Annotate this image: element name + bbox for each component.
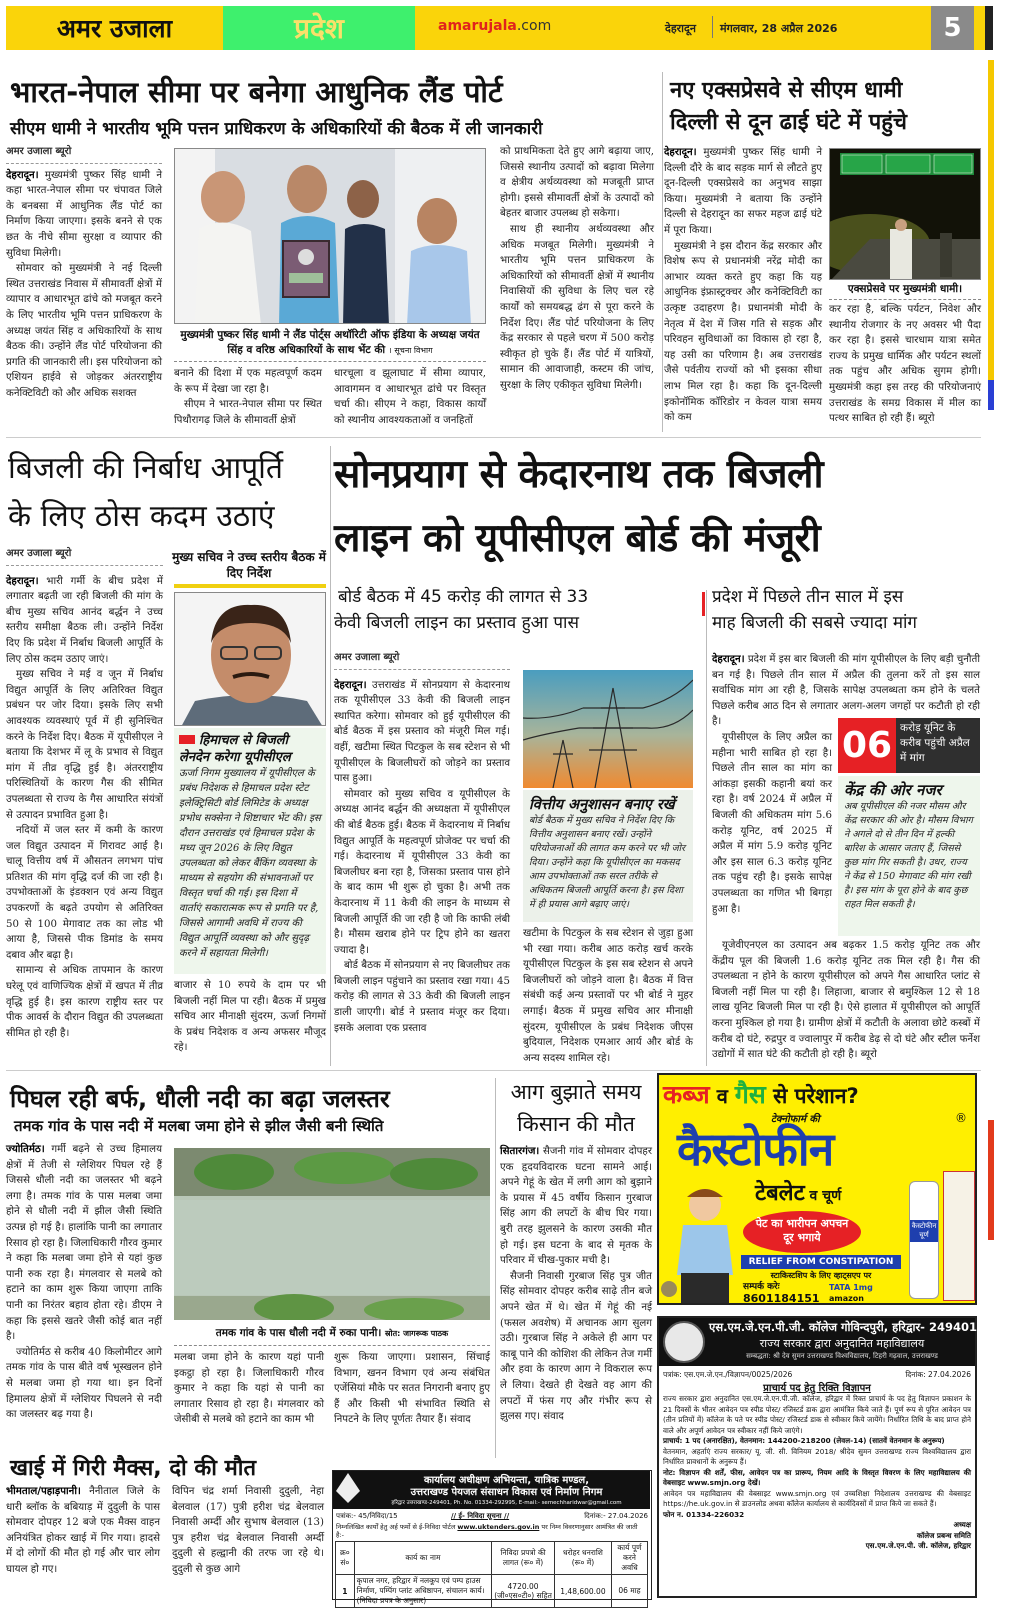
ad-registered: ®	[955, 1111, 967, 1125]
tender-intro	[336, 1523, 647, 1539]
intro-text: निम्नलिखित कार्यों हेतु अर्ह फर्मो से ई-निविदा पोर्टल	[336, 1523, 458, 1531]
ad-body	[663, 1394, 971, 1552]
paragraph: विपिन चंद्र शर्मा निवासी दुदुली, नेहा बेलवाल (17) पुत्री हरीश चंद्र बेलवाल निवासी अर्म्दी और सुभाष बेलवाल (13) पुत्र हरीश चंद्र बेलवाल निवासी अर्म्दी दुदुली से हल्द्वानी की तरफ जा रहे थे। दुदुली से कुछ आगे	[172, 1486, 324, 1575]
kicker-underline	[174, 584, 326, 588]
photo-chief-secretary	[175, 593, 326, 726]
ad-heading: प्राचार्य पद हेतु रिक्ति विज्ञापन	[763, 1383, 871, 1394]
ad-contact-label: सम्पर्क करेः	[743, 1282, 780, 1292]
story6-photo-caption	[174, 1326, 490, 1346]
byline: अमर उजाला ब्यूरो	[6, 546, 163, 566]
story4-col1	[334, 650, 510, 1036]
story1-subhead: सीएम धामी ने भारतीय भूमि पत्तन प्राधिकरण के अधिकारियों की बैठक में ली जानकारी	[10, 119, 543, 139]
ad-word-red: कब्ज	[663, 1080, 710, 1109]
ad-word: व	[709, 1084, 735, 1108]
college-seal-icon	[663, 1321, 705, 1363]
story7-headline-2[interactable]: किसान की मौत	[517, 1112, 635, 1136]
story6-col2	[174, 1350, 324, 1428]
edition-place: देहरादून	[665, 22, 696, 35]
story5-headline-2[interactable]: माह बिजली की सबसे ज्यादा मांग	[712, 613, 917, 633]
kastofin-advertisement[interactable]	[657, 1073, 977, 1305]
page-number: 5	[931, 6, 974, 50]
ad-brand: कैस्टोफीन	[677, 1122, 834, 1176]
edge-strip	[988, 60, 994, 410]
college-title: एस.एम.जे.एन.पी.जी. कॉलेज गोविन्दपुरी, हरिद्वार- 249401	[709, 1320, 977, 1334]
paragraph: गर्मी बढ़ने से उच्च हिमालय क्षेत्रों में तेजी से ग्लेशियर पिघल रहे हैं जिससे धौली नदी का जलस्तर भी बढ़ने लगा है। तमक गांव के पास मलबा जमा होने से धौली नदी में झील जैसी स्थिति उत्पन्न हो गई है। हालांकि पानी का लगातार रिसाव हो रहा है। जिलाधिकारी गौरव कुमार ने कहा कि मलबा जमा होने से यहां कुछ पानी रुक रहा है। मंगलवार से मलबे को हटाने का काम शुरू किया जाएगा ताकि पानी का निरंतर बहाव होता रहे। डीएम ने कहा कि इससे खतरे जैसी कोई बात नहीं है।	[6, 1144, 162, 1343]
table-header: क्र० सं०	[336, 1542, 355, 1575]
red-accent-bar	[702, 592, 705, 616]
ad-product	[755, 1177, 841, 1207]
story4-sidebar-box	[523, 790, 693, 922]
story8-headline[interactable]: खाई में गिरी मैक्स, दो की मौत	[10, 1456, 256, 1481]
tender-title-1: कार्यालय अधीक्षण अभियन्ता, यात्रिक मण्डल,	[423, 1475, 589, 1486]
dateline: देहरादून।	[664, 146, 697, 158]
ad-package	[943, 1171, 975, 1301]
story2-headline-1[interactable]: नए एक्सप्रेसवे से सीएम धामी	[670, 78, 903, 103]
photo-meeting	[175, 149, 486, 324]
column-rule	[495, 1078, 496, 1458]
paragraph: यूपीसीएल के लिए अप्रैल का महीना भारी साबित हो रहा है। पिछले तीन साल का मांग का आंकड़ा इसकी कहानी बयां कर रहा है। वर्ष 2024 में अप्रैल में बिजली की अधिकतम मांग 5.6 करोड़ यूनिट, वर्ष 2025 में अप्रैल में मांग 5.9 करोड़ यूनिट और इस साल 6.3 करोड़ यूनिट तक पहुंच रही है। इसके सापेक्ष उपलब्धता का गणित भी बिगड़ा हुआ है।	[712, 732, 832, 915]
dateline: देहरादून।	[334, 678, 367, 691]
paragraph: साथ ही स्थानीय अर्थव्यवस्था और अधिक मजबूत मिलेगी। मुख्यमंत्री ने भारतीय भूमि पत्तन प्राधिकरण के अधिकारियों को सीमावर्ती क्षेत्रों में स्थानीय निवासियों की सुविधा के लिए चल रहे कार्यों को समयबद्ध ढंग से पूरा करने के निर्देश दिए। लैंड पोर्ट परियोजना के लिए केंद्र सरकार से पहले चरण में 500 करोड़ स्वीकृत हो चुके हैं। लैंड पोर्ट में यात्रियों, सामान की आवाजाही, कस्टम की जांच, सुरक्षा के लिए एकीकृत सुविधा मिलेगी।	[500, 223, 654, 391]
table-row	[336, 1575, 648, 1608]
photo-credit: । सूचना विभाग	[388, 346, 433, 355]
tender-portal-link[interactable]: www.uktenders.gov.in	[457, 1523, 540, 1531]
story2-headline-2[interactable]: दिल्ली से दून ढाई घंटे में पहुंचे	[670, 110, 907, 135]
paragraph: सैजनी गांव में सोमवार दोपहर एक हृदयविदारक घटना सामने आई। अपने गेहूं के खेत में लगी आग को बुझाने के प्रयास में 45 वर्षीय किसान गुरबाज सिंह आग की लपटों के बीच घिर गया। बुरी तरह झुलसने के कारण उसकी मौत हो गई। इस घटना के बाद से मृतक के परिवार में चीख-पुकार मची है।	[500, 1146, 652, 1267]
box-title	[179, 732, 321, 766]
ad-signatory: एस.एम.जे.एन.पी. जी. कॉलेज, हरिद्वार	[865, 1541, 971, 1550]
story5-tail	[712, 938, 980, 1063]
tender-address: हरिद्वार उत्तराखण्ड-249401, Ph. No. 01334-292995, E-mail:- semechharidwar@gmail.com	[391, 1500, 622, 1506]
story2-col2	[829, 302, 981, 427]
paragraph: बाजार से 10 रुपये के दाम पर भी बिजली नहीं मिल पा रही। बैठक में प्रमुख सचिव आर मीनाक्षी सुंदरम, ऊर्जा निगमों के प्रबंध निदेशक व अन्य अफसर मौजूद रहे।	[174, 980, 326, 1054]
paragraph: बनाने की दिशा में एक महत्वपूर्ण कदम के रूप में देखा जा रहा है।	[174, 368, 322, 395]
site-tld: .com	[516, 18, 552, 34]
ad-product-name: टेबलेट	[755, 1181, 805, 1206]
photo-power-towers	[523, 670, 693, 788]
paragraph: मुख्यमंत्री ने इस दौरान केंद्र सरकार और विशेष रूप से प्रधानमंत्री नरेंद्र मोदी का आभार व्यक्त करते हुए कहा कि यह आधुनिक इंफ्रास्ट्रक्चर और कनेक्टिविटी का उत्कृष्ट उदाहरण है। प्रधानमंत्री मोदी के नेतृत्व में देश में जिस गति से सड़क और परिवहन सुविधाओं का विकास हो रहा है, यह उसी का परिणाम है। अब उत्तराखंड जैसे पर्वतीय राज्यों को भी इसका सीधा लाभ मिल रहा है। कहा कि दून-दिल्ली इकोनॉमिक कॉरिडोर न केवल यात्रा समय को कम	[664, 240, 822, 424]
story3-portrait	[174, 592, 326, 726]
story7-headline-1[interactable]: आग बुझाते समय	[510, 1080, 642, 1104]
story1-col1	[6, 144, 162, 402]
ad-word-green: गैस	[734, 1080, 766, 1109]
story7-text	[500, 1144, 652, 1425]
paragraph: सीएम ने भारत-नेपाल सीमा पर स्थित पिथौरागढ़ जिले के सीमावर्ती क्षेत्रों	[174, 399, 322, 426]
box-title: केंद्र की ओर नजर	[844, 781, 942, 799]
byline: अमर उजाला ब्यूरो	[6, 144, 162, 164]
table-header: निविदा प्रपत्रो की लागत (रू० में)	[492, 1542, 555, 1575]
photo-river-lake	[174, 1148, 490, 1320]
site-name: amarujala	[438, 18, 517, 34]
intro-text: पर निम्न विवरणानुसार आमंत्रित की जाती है:-	[336, 1523, 638, 1539]
paragraph: सोमवार को मुख्यमंत्री ने नई दिल्ली स्थित उत्तराखंड निवास में सीमावर्ती क्षेत्रों में व्यापार व आधारभूत ढांचे को मजबूत करने के लिए भारतीय भूमि पत्तन प्राधिकरण के अध्यक्ष जयंत सिंह व अधिकारियों के साथ बैठक की। उन्होंने लैंड पोर्ट परियोजना की प्रगति की जानकारी ली। इस परियोजना को एशियन हाईवे से जोड़कर अंतरराष्ट्रीय कनेक्टिविटी को और अधिक सशक्त	[6, 263, 162, 399]
story3-headline-2[interactable]: के लिए ठोस कदम उठाएं	[8, 499, 275, 534]
site-link[interactable]	[438, 18, 551, 34]
column-rule	[330, 446, 331, 1066]
ad-retailer: TATA 1mg	[829, 1283, 873, 1292]
story6-photo	[174, 1148, 490, 1320]
tender-notice-title: // ई- निविदा सूचना //	[451, 1512, 510, 1520]
dateline: भीमताल/पहाड़पानी।	[6, 1485, 81, 1497]
story6-headline[interactable]: पिघल रही बर्फ, धौली नदी का बढ़ा जलस्तर	[10, 1085, 390, 1113]
ad-banner: RELIEF FROM CONSTIPATION	[741, 1255, 901, 1269]
table-header: कार्य पूर्ण करने अवधि	[611, 1542, 647, 1575]
story3-col1	[6, 546, 163, 1041]
table-cell: 1,48,600.00	[554, 1575, 611, 1608]
ad-product-suffix: व चूर्ण	[804, 1188, 842, 1204]
paragraph: भारी गर्मी के बीच प्रदेश में लगातार बढ़ती जा रही बिजली की मांग के बीच मुख्य सचिव आनंद बर्द्धन ने उच्च स्तरीय समीक्षा बैठक ली। उन्होंने निर्देश दिए कि प्रदेश में निर्बाध बिजली आपूर्ति के लिए ठोस कदम उठाए जाएं।	[6, 575, 163, 665]
edition-date: मंगलवार, 28 अप्रैल 2026	[720, 22, 838, 35]
box-title-text: हिमाचल से बिजली लेनदेन करेगा यूपीसीएल	[179, 733, 291, 765]
paragraph: सैजनी निवासी गुरबाज सिंह पुत्र जीत सिंह सोमवार दोपहर करीब साढ़े तीन बजे अपने खेत में थे। खेत में गेहूं की नई (फसल अवशेष) में अचानक आग सुलग उठी। गुरबाज सिंह ने अकेले ही आग पर काबू पाने की कोशिश की लेकिन तेज गर्मी और हवा के कारण आग ने विकराल रूप ले लिया। देखते ही देखते वह आग की लपटों में फंस गए और गंभीर रूप से झुलस गए। संवाद	[500, 1270, 652, 1423]
stat-number: 06	[838, 718, 896, 773]
ad-body-para: आवेदन पत्र महाविद्यालय की वेबसाइट www.smjn.org एवं उच्चशिक्षा निदेशालय उत्तराखण्ड की वेबसाइट https://he.uk.gov.in से डाउनलोड अथवा कॉलेज कार्यालय से कार्यदिवसों में प्राप्त किये जा सकते हैं।	[663, 1488, 971, 1508]
paragraph: सामान्य से अधिक तापमान के कारण घरेलू एवं वाणिज्यिक क्षेत्रों में खपत में तीव्र वृद्धि हुई है। इस कारण राष्ट्रीय स्तर पर पीक आवर्स के दौरान विद्युत की उपलब्धता सीमित हो रही है।	[6, 965, 163, 1039]
ad-bottle	[909, 1181, 939, 1299]
section-divider	[6, 1070, 981, 1071]
story4-headline-1[interactable]: सोनप्रयाग से केदारनाथ तक बिजली	[334, 452, 824, 497]
byline: अमर उजाला ब्यूरो	[334, 650, 510, 670]
story6-col1	[6, 1142, 162, 1423]
ad-phone: फोन न. 01334-226032	[663, 1509, 745, 1519]
table-cell: 4720.00 (जी०एस०टी०) सहित	[492, 1575, 555, 1608]
ad-body-para: नोट: विज्ञापन की शर्तें, फीस, आवेदन पत्र का प्रारूप, नियम आदि के विस्तृत विवरण के लिए महाविद्यालय की वेबसाइट www.smjn.org देखें।	[663, 1467, 971, 1487]
paragraph: कर रहा है, बल्कि पर्यटन, निवेश और स्थानीय रोजगार के नए अवसर भी पैदा कर रहा है। इससे चारधाम यात्रा समेत राज्य के प्रमुख धार्मिक और पर्यटन स्थलों तक पहुंच और अधिक सुगम होगी। मुख्यमंत्री कहा इस तरह की परियोजनाएं उत्तराखंड के समग्र विकास में मील का पत्थर साबित हो रही हैं। ब्यूरो	[829, 304, 981, 425]
dateline: देहरादून।	[6, 168, 39, 181]
table-cell: 1	[336, 1575, 355, 1608]
column-rule	[662, 72, 663, 432]
story1-col2	[174, 366, 322, 428]
paragraph: धारचूला व झूलाघाट में सीमा व्यापार, आवागमन व आधारभूत ढांचे पर विस्तृत चर्चा की। सीएम ने कहा, विकास कार्यों को स्थानीय आवश्यकताओं व जनहितों	[334, 368, 486, 426]
box-text: बोर्ड बैठक में मुख्य सचिव ने निर्देश दिए कि वित्तीय अनुशासन बनाए रखें। उन्होंने परियोजनाओं की लागत कम करने पर भी जोर दिया। उन्होंने कहा कि यूपीसीएल का मकसद आम उपभोक्ताओं तक सरल तरीके से अधिकतम बिजली आपूर्ति करना है। इस दिशा में ही प्रयास आगे बढ़ाए जाएं।	[529, 815, 686, 910]
story8-col2	[172, 1484, 324, 1578]
section-name[interactable]: प्रदेश	[223, 6, 415, 50]
ad-cartoon-man	[661, 1185, 741, 1303]
story4-subhead-2: केवी बिजली लाइन का प्रस्ताव हुआ पास	[334, 613, 579, 633]
photo-expressway-night	[830, 149, 981, 280]
ad-body-para: राज्य सरकार द्वारा अनुदानित एस.एम.जे.एन.पी.जी. कॉलेज, हरिद्वार में रिक्त प्राचार्य के पद हेतु विज्ञापन प्रकाशन के 21 दिवसों के भीतर आवेदन पत्र स्पीड पोस्ट/ रजिस्टर्ड डाक द्वारा आमंत्रित किये जाते हैं। पूर्ण रूप से पूरित आवेदन पत्र (तीन प्रतियों में) कॉलेज के पते पर स्पीड पोस्ट/ रजिस्टर्ड डाक से स्वीकार किये जायेंगे। निर्धारित तिथि के बाद प्राप्त होने वाले और अपूर्ण आवेदन पत्र स्वीकार नहीं किये जाएंगे।	[663, 1394, 971, 1435]
story6-col3	[334, 1350, 490, 1428]
paragraph: मुख्य सचिव ने मई व जून में निर्बाध विद्युत आपूर्ति के लिए अतिरिक्त विद्युत प्रबंधन पर जोर दिया। इसके लिए सभी आवश्यक व्यवस्थाएं पूर्व में ही सुनिश्चित करने के निर्देश दिए। बैठक में यूपीसीएल ने बताया कि देशभर में लू के प्रभाव से विद्युत मांग में तीव्र वृद्धि हुई है। अंतरराष्ट्रीय परिस्थितियों के कारण गैस की सीमित उपलब्धता से राज्य के गैस आधारित संयंत्रों से उत्पादन प्रभावित हुआ है।	[6, 669, 163, 821]
photo-credit: स्रोत: जागरूक पाठक	[385, 1329, 449, 1338]
box-text: ऊर्जा निगम मुख्यालय में यूपीसीएल के प्रबंध निदेशक से हिमाचल प्रदेश स्टेट इलेक्ट्रिसिटी बोर्ड लिमिटेड के अध्यक्ष प्रभोध सक्सेना ने शिष्टाचार भेंट की। इस दौरान उत्तराखंड एवं हिमाचल प्रदेश के मध्य जून 2026 के लिए विद्युत उपलब्धता को लेकर बैंकिंग व्यवस्था के माध्यम से सहयोग की संभावनाओं पर विस्तृत चर्चा की गई। इस दिशा में वार्ताएं सकारात्मक रूप से प्रगति पर है, जिससे आगामी अवधि में राज्य की विद्युत आपूर्ति व्यवस्था को और सुदृढ़ करने में सहायता मिलेगी।	[179, 768, 321, 959]
ad-body-para: वेतनमान, अहर्ताएं राज्य सरकार/ यू. जी. सी. विनियम 2018/ श्रीदेव सुमन उत्तराखण्ड राज्य विश्वविद्यालय द्वारा निर्धारित प्रावधानों के अनुरूप हैं।	[663, 1446, 971, 1466]
section-divider	[6, 437, 981, 438]
paragraph: यूजेवीएनएल का उत्पादन अब बढ़कर 1.5 करोड़ यूनिट तक और केंद्रीय पूल की बिजली 1.6 करोड़ यूनिट तक मिल रही है। गैस की उपलब्धता न होने के कारण यूपीसीएल को अपने गैस आधारित प्लांट से बिजली नहीं मिल पा रही है। लिहाजा, बाजार से बमुश्किल 12 से 18 लाख यूनिट बिजली मिल पा रही है। ऐसे हालात में यूपीसीएल को आपूर्ति करना मुश्किल हो गया है। ग्रामीण क्षेत्रों में कटौती के अलावा छोटे कस्बों में करीब दो घंटे, रुद्रपुर व ज्वालापुर में करीब डेढ़ से दो घंटे और स्टील फर्नेश उद्योगों में सात घंटे की कटौती हो रही है। ब्यूरो	[712, 940, 980, 1061]
college-subtitle: राज्य सरकार द्वारा अनुदानित महाविद्यालय	[759, 1337, 925, 1350]
tender-ref: पत्रांक:- 45/निविदा/15	[336, 1512, 398, 1520]
table-cell: 06 माह	[611, 1575, 647, 1608]
caption-text: तमक गांव के पास धौली नदी में रुका पानी।	[215, 1327, 382, 1339]
story3-sidebar-box	[174, 728, 326, 974]
paragraph: ज्योतिर्मठ से करीब 40 किलोमीटर आगे तमक गांव के पास बीते वर्ष भूस्खलन होने से मलबा जमा हो गया था। इन दिनों हिमालय क्षेत्रों में ग्लेशियर पिघलने से नदी का जलस्तर बढ़ गया है।	[6, 1346, 162, 1421]
box-text: अब यूपीसीएल की नजर मौसम और केंद्र सरकार की ओर है। मौसम विभाग ने अगले दो से तीन दिन में हल्की बारिश के आसार जताए हैं, जिससे कुछ मांग गिर सकती है। उधर, राज्य ने केंद्र से 150 मेगावाट की मांग रखी है। इस मांग के पूरा होने के बाद कुछ राहत मिल सकती है।	[844, 801, 973, 910]
story1-photo	[174, 148, 486, 324]
tender-date: दिनांक:- 27.04.2026	[584, 1512, 648, 1520]
story5-sidebar-box	[838, 776, 980, 936]
story8-col1	[6, 1484, 160, 1578]
caption-text: मुख्यमंत्री पुष्कर सिंह धामी ने लैंड पोर्ट्स अथॉरिटी ऑफ इंडिया के अध्यक्ष जयंत सिंह व वरिष्ठ अधिकारियों के साथ भेंट की	[180, 329, 480, 356]
box-title: वित्तीय अनुशासन बनाए रखें	[529, 796, 675, 813]
edge-strip	[988, 380, 994, 410]
story4-subhead-1: बोर्ड बैठक में 45 करोड़ की लागत से 33	[338, 587, 589, 607]
story5-col1	[712, 730, 832, 917]
story2-photo-caption: एक्सप्रेसवे पर मुख्यमंत्री धामी।	[829, 282, 981, 300]
paragraph: मुख्यमंत्री पुष्कर सिंह धामी ने दिल्ली दौरे के बाद सड़क मार्ग से लौटते हुए दून-दिल्ली एक्सप्रेसवे का अनुभव साझा किया। मुख्यमंत्री ने बताया कि उन्होंने दिल्ली से देहरादून का सफर महज ढाई घंटे में पूरा किया।	[664, 147, 822, 236]
college-affiliation: सम्बद्धता: श्री देव सुमन उत्तराखण्ड विश्वविद्यालय, टिहरी गढ़वाल, उत्तराखण्ड	[746, 1352, 938, 1360]
paragraph: सोमवार को मुख्य सचिव व यूपीसीएल के अध्यक्ष आनंद बर्द्धन की अध्यक्षता में यूपीसीएल की बोर्ड बैठक हुई। बैठक में केदारनाथ में निर्बाध विद्युत आपूर्ति के महत्वपूर्ण प्रोजेक्ट पर चर्चा की गई। केदारनाथ में यूपीसीएल 33 केवी का बिजलीघर बना रहा है, जिसका प्रस्ताव पास होने के बाद काम भी शुरू हो चुका है। अभी तक केदारनाथ में 11 केवी की लाइन के माध्यम से बिजली आपूर्ति की जा रही है जो कि काफी लंबी है। मौसम खराब होने पर ट्रिप होने का खतरा ज्यादा है।	[334, 788, 510, 956]
paragraph: को प्राथमिकता देते हुए आगे बढ़ाया जाए, जिससे स्थानीय उत्पादों को बढ़ावा मिलेगा व क्षेत्रीय अर्थव्यवस्था को मजबूती प्राप्त होगी। इससे सीमावर्ती क्षेत्रों के उत्पादों को बेहतर बाजार उपलब्ध हो सकेगा।	[500, 146, 654, 220]
stat-text: करोड़ यूनिट के करीब पहुंची अप्रैल में मांग	[900, 722, 970, 764]
ad-burst: पेट का भारीपन अपचन दूर भगाये	[743, 1211, 861, 1253]
dateline: सितारगंज।	[500, 1145, 540, 1157]
newspaper-logo[interactable]: अमर उजाला	[56, 14, 173, 43]
ad-pack-label: कैस्टोफीन चूर्ण	[910, 1220, 938, 1242]
story1-col3	[334, 366, 486, 428]
paragraph: नदियों में जल स्तर में कमी के कारण जल विद्युत उत्पादन में गिरावट आई है। चालू वित्तीय वर्ष में औसतन लगभग पांच प्रतिशत की मांग वृद्धि दर्ज की जा रही है। उपभोक्ताओं के इंडक्शन एवं अन्य विद्युत उपकरणों के बढ़ते उपयोग से अतिरिक्त 50 से 100 मेगावाट तक का लोड भी आया है, जिससे पीक डिमांड के समय दबाव और बढ़ा है।	[6, 825, 163, 961]
dateline: देहरादून।	[6, 574, 39, 587]
ad-retailer: amazon	[829, 1294, 864, 1303]
story3-col2	[174, 978, 326, 1056]
ad-signatory: कॉलेज प्रबन्ध समिति	[916, 1530, 971, 1540]
ad-body-para: प्राचार्य: 1 पद (अनारक्षित), वेतनमान: 144200-218200 (लेवल-14) (सातवें वेतनमान के अनुरूप)	[663, 1436, 945, 1445]
ad-signatory: अध्यक्ष	[953, 1520, 971, 1529]
paragraph: खटीमा के पिटकुल के सब स्टेशन से जुड़ा हुआ भी रखा गया। करीब आठ करोड़ खर्च करके यूपीसीएल पिटकुल के इस सब स्टेशन से अपने बिजलीघरों को जोड़ने वाला है। बैठक में वित्त संबंधी कई अन्य प्रस्तावों पर भी बोर्ड ने मुहर लगाई। बैठक में प्रमुख सचिव आर मीनाक्षी सुंदरम, यूपीसीएल के प्रबंध निदेशक जीएस बुदियाल, निदेशक एमआर आर्य और बोर्ड के अन्य सदस्य शामिल रहे।	[523, 928, 693, 1064]
story4-headline-2[interactable]: लाइन को यूपीसीएल बोर्ड की मंजूरी	[334, 516, 821, 561]
column-rule	[706, 590, 707, 1066]
paragraph: मलबा जमा होने के कारण यहां पानी इकट्ठा हो रहा है। जिलाधिकारी गौरव कुमार ने कहा कि यहां से पानी का लगातार रिसाव हो रहा है। मंगलवार को जेसीबी से मलबे को हटाने का काम भी	[174, 1352, 324, 1426]
paragraph: मुख्यमंत्री पुष्कर सिंह धामी ने कहा भारत-नेपाल सीमा पर चंपावत जिले के बनबसा में आधुनिक लैंड पोर्ट का निर्माण किया जाएगा। इसके बनने से एक छत के नीचे सीमा सुरक्षा व व्यापार की सुविधा मिलेगी।	[6, 169, 162, 259]
ad-ref: पत्रांक: एस.एम.जे.एन./विज्ञापन/0025/2026	[663, 1370, 793, 1379]
table-cell: कृपाल नगर, हरिद्वार में नलकूप एवं पम्प हाउस निर्माण, पम्पिंग प्लांट अधिष्ठापन, संचालन कार्य। (निविदा प्रपत्र के अनुसार)	[354, 1575, 492, 1608]
college-advertisement[interactable]	[657, 1316, 977, 1598]
dateline: ज्योतिर्मठ।	[6, 1143, 45, 1155]
ad-contact-line: स्टाकिस्टशिप के लिए व्हाट्सएप पर	[770, 1271, 872, 1280]
story6-subhead: तमक गांव के पास नदी में मलबा जमा होने से झील जैसी बनी स्थिति	[14, 1117, 384, 1135]
table-header-row	[336, 1542, 648, 1575]
ad-phone[interactable]: 8601184151	[743, 1292, 820, 1305]
edge-strip	[985, 6, 993, 50]
tender-notice[interactable]	[332, 1470, 652, 1605]
story4-col2	[523, 926, 693, 1066]
divider	[712, 16, 713, 38]
story1-headline[interactable]: भारत-नेपाल सीमा पर बनेगा आधुनिक लैंड पोर्ट	[10, 75, 503, 109]
paragraph: नैनीताल जिले के धारी ब्लॉक के बबियाड़ में दुदुली के पास सोमवार दोपहर 12 बजे एक मैक्स वाहन अनियंत्रित होकर खाई में गिर गया। हादसे में दो लोगों की मौत हो गई और चार लोग घायल हो गए।	[6, 1486, 160, 1575]
red-marker	[179, 735, 195, 744]
tender-title-2: उत्तराखण्ड पेयजल संसाधन विकास एवं निर्माण निगम	[410, 1487, 603, 1498]
paragraph: उत्तराखंड में सोनप्रयाग से केदारनाथ तक यूपीसीएल 33 केवी की बिजली लाइन स्थापित करेगा। सोमवार को हुई यूपीसीएल की बोर्ड बैठक में इस प्रस्ताव को मंजूरी मिल गई। वहीं, खटीमा स्थित पिटकुल के सब स्टेशन से भी यूपीसीएल के बिजलीघरों को जोड़ने का प्रस्ताव पास हुआ।	[334, 679, 510, 785]
story3-headline-1[interactable]: बिजली की निर्बाध आपूर्ति	[8, 451, 284, 486]
table-header: कार्य का नाम	[354, 1542, 492, 1575]
story5-headline-1[interactable]: प्रदेश में पिछले तीन साल में इस	[712, 587, 904, 607]
ad-tagline	[663, 1077, 859, 1111]
ad-word: से परेशान?	[765, 1084, 859, 1108]
ad-maker: टेक्नोफार्म की	[771, 1114, 820, 1125]
story1-col4	[500, 144, 654, 394]
paragraph: बोर्ड बैठक में सोनप्रयाग से नए बिजलीघर तक बिजली लाइन पहुंचाने का प्रस्ताव रखा गया। 45 करोड़ की लागत से 33 केवी की बिजली लाइन डाली जाएगी। बोर्ड ने प्रस्ताव मंजूर कर दिया। इसके अलावा एक प्रस्ताव	[334, 960, 510, 1034]
table-header: धरोहर धनराशि (रू० में)	[554, 1542, 611, 1575]
edge-strip	[988, 1120, 994, 1240]
paragraph: प्रदेश में इस बार बिजली की मांग यूपीसीएल के लिए बड़ी चुनौती बन गई है। पिछले तीन साल में अप्रैल की तुलना करें तो इस साल सर्वाधिक मांग आ रही है, जिसके सापेक्ष उपलब्धता कम होने के चलते पिछले करीब आठ दिन से लगातार अलग-अलग जगहों पर कटौती हो रही है।	[712, 654, 980, 728]
story3-kicker: मुख्य सचिव ने उच्च स्तरीय बैठक में दिए निर्देश	[172, 550, 326, 580]
story4-photo	[523, 670, 693, 788]
story1-photo-caption	[174, 328, 486, 362]
ad-date: दिनांक: 27.04.2026	[905, 1370, 971, 1379]
story2-photo	[829, 148, 981, 280]
paragraph: शुरू किया जाएगा। प्रशासन, सिंचाई विभाग, खनन विभाग एवं अन्य संबंधित एजेंसियां मौके पर सतत निगरानी बनाए हुए हैं और किसी भी संभावित स्थिति से निपटने के लिए पूर्णतः तैयार हैं। संवाद	[334, 1352, 490, 1426]
dateline: देहरादून।	[712, 653, 745, 665]
story2-col1	[664, 145, 822, 426]
tender-table	[335, 1541, 648, 1608]
